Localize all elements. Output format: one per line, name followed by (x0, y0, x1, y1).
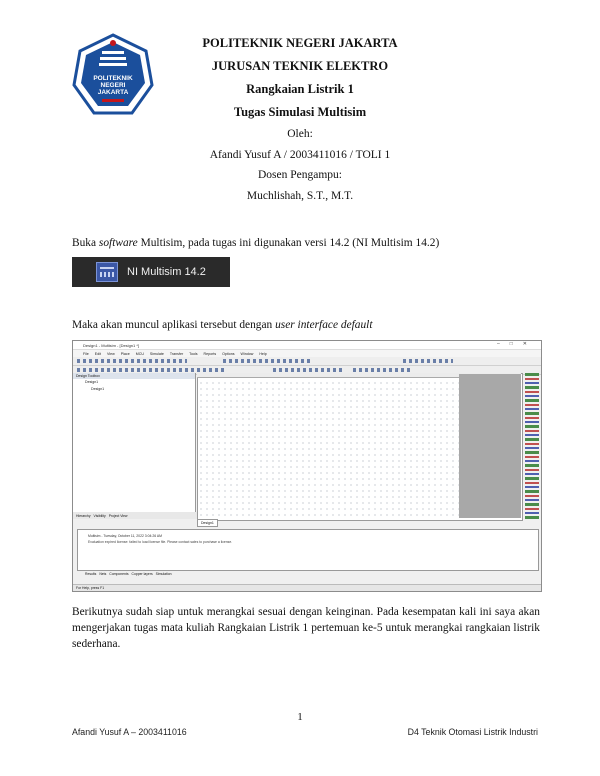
author-line: Afandi Yusuf A / 2003411016 / TOLI 1 (209, 149, 391, 161)
logo-text-line-1: POLITEKNIK (93, 75, 133, 82)
assignment-title: Tugas Simulasi Multisim (233, 105, 367, 119)
lecturer-label: Dosen Pengampu: (257, 169, 342, 181)
course-title: Rangkaian Listrik 1 (246, 82, 354, 96)
footer-right: D4 Teknik Otomasi Listrik Industri (407, 727, 538, 737)
screenshot-menubar: File Edit View Place MCU Simulate Transfer Tools Reports Options Window Help (73, 350, 541, 357)
screenshot-statusbar: For Help, press F1 (73, 584, 541, 591)
logo-text-line-2: NEGERI (100, 82, 126, 89)
multisim-screenshot (72, 340, 542, 592)
multisim-app-label: NI Multisim 14.2 (127, 266, 206, 278)
canvas-outside-area (459, 374, 521, 518)
department-title: JURUSAN TEKNIK ELEKTRO (211, 59, 389, 73)
screenshot-titlebar: Design1 - Multisim - [Design1 *] –□✕ (73, 341, 541, 350)
tree-item: Design1 (85, 380, 99, 384)
ui-italic: user interface default (275, 319, 373, 331)
sheet-tab: Design1 (197, 519, 218, 527)
instruments-toolbar (525, 373, 539, 519)
institution-title: POLITEKNIK NEGERI JAKARTA (202, 36, 398, 50)
multisim-launcher-image (72, 257, 230, 287)
by-label: Oleh: (287, 128, 313, 140)
footer-left: Afandi Yusuf A – 2003411016 (72, 727, 187, 737)
intro-italic: software (98, 237, 138, 249)
closing-paragraph: Berikutnya sudah siap untuk merangkai sesuai dengan keinginan. Pada kesempatan kali ini saya akan mengerjakan tugas mata kuliah Rangkaian Listrik 1 pertemuan ke-5 untuk merangkai rangkaian listrik sederhana. (72, 606, 540, 650)
intro-paragraph: Buka software Multisim, pada tugas ini digunakan versi 14.2 (NI Multisim 14.2) (72, 237, 440, 249)
logo-text-line-3: JAKARTA (97, 89, 129, 96)
design-toolbox-panel: Design Toolbox Design1 Design1 Hierarchy Visibility Project View (73, 373, 196, 519)
tree-item: Design1 (91, 387, 105, 391)
page-number: 1 (297, 711, 303, 723)
ui-paragraph: Maka akan muncul aplikasi tersebut dengan user interface default (72, 319, 373, 331)
spreadsheet-output: Multisim - Tuesday, October 11, 2022 3:04:26 AM Evaluation expired license: failed to load license file. Please contact sales to purchase a license. (77, 529, 539, 571)
design-toolbox-header: Design Toolbox (73, 373, 195, 379)
lecturer-name: Muchlishah, S.T., M.T. (246, 190, 354, 202)
multisim-app-icon (96, 262, 118, 282)
output-tabs: Results Nets Components Copper layers Simulation (85, 572, 172, 576)
screenshot-toolbar-1 (73, 357, 541, 366)
